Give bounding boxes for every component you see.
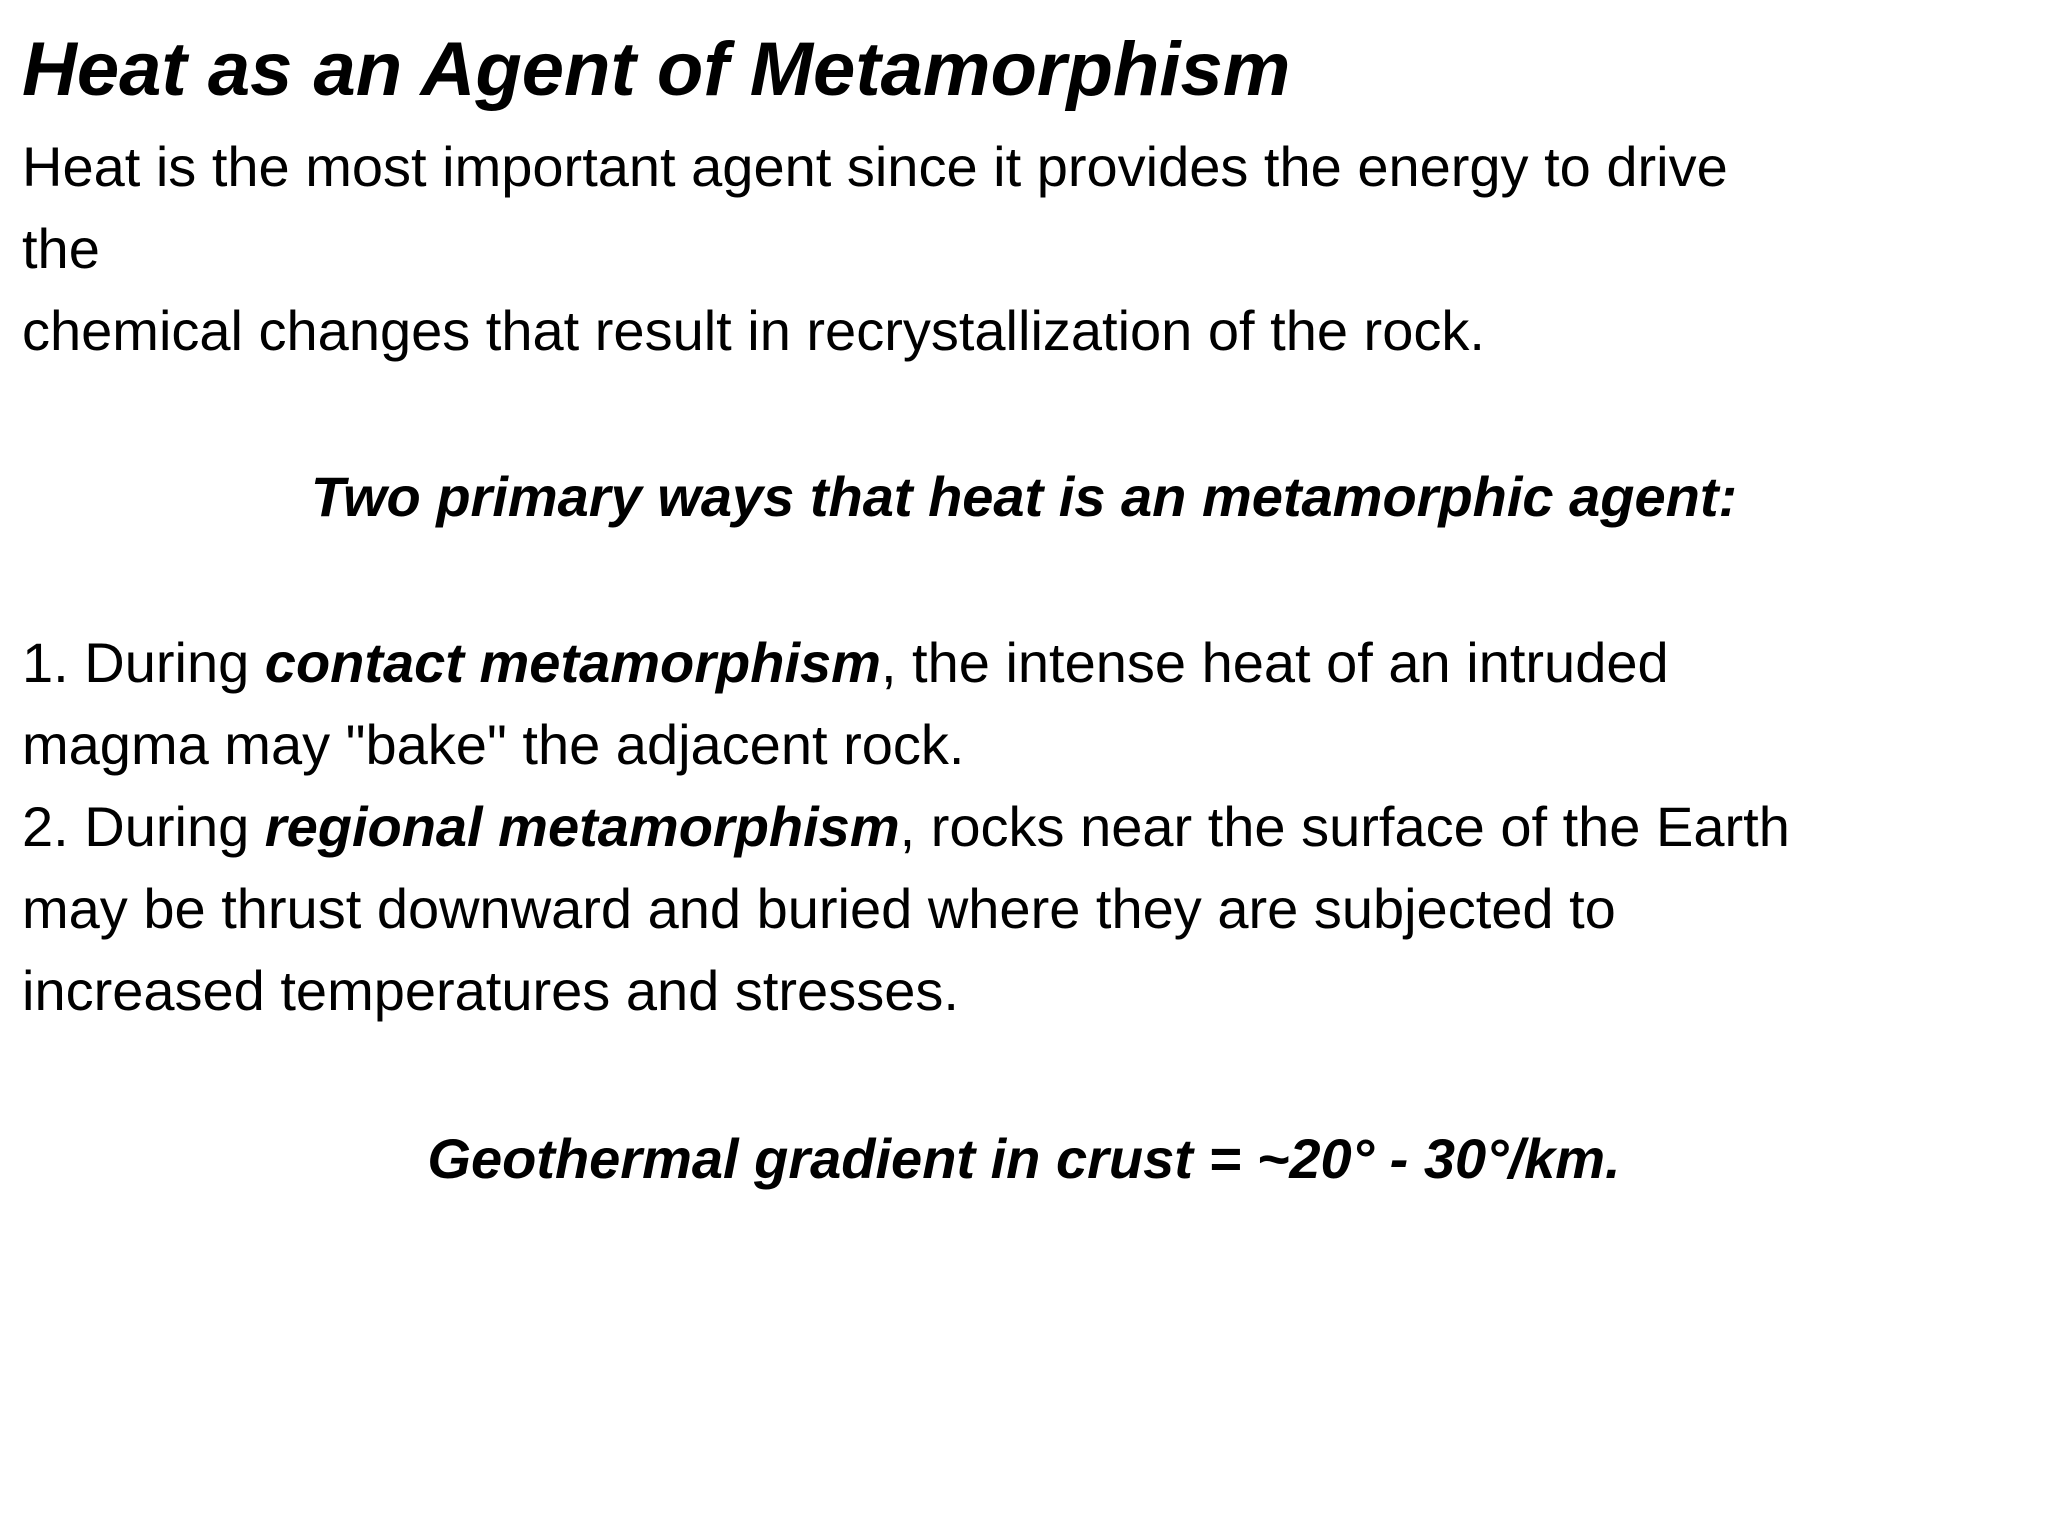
intro-paragraph <box>22 126 1728 372</box>
slide-title: Heat as an Agent of Metamorphism <box>22 27 1291 112</box>
point-1-prefix: 1. During <box>22 631 265 694</box>
point-2-term: regional metamorphism <box>264 795 900 858</box>
points-list <box>22 622 1790 1032</box>
intro-line-3: chemical changes that result in recrystallization of the rock. <box>22 299 1485 362</box>
point-1-line-2: magma may "bake" the adjacent rock. <box>22 713 965 776</box>
point-1-line-1 <box>22 622 1790 704</box>
point-2-line-3: increased temperatures and stresses. <box>22 959 959 1022</box>
point-2-rest: , rocks near the surface of the Earth <box>899 795 1790 858</box>
intro-line-1: Heat is the most important agent since it provides the energy to drive <box>22 135 1728 198</box>
ways-heading: Two primary ways that heat is an metamorphic agent: <box>310 465 1738 528</box>
point-2-line-1 <box>22 786 1790 868</box>
point-1-term: contact metamorphism <box>264 631 881 694</box>
point-2-line-2: may be thrust downward and buried where they are subjected to <box>22 877 1616 940</box>
point-1-rest: , the intense heat of an intruded <box>880 631 1669 694</box>
point-2-prefix: 2. During <box>22 795 265 858</box>
intro-line-2: the <box>22 217 100 280</box>
geothermal-gradient: Geothermal gradient in crust = ~20° - 30°/km. <box>427 1127 1621 1190</box>
